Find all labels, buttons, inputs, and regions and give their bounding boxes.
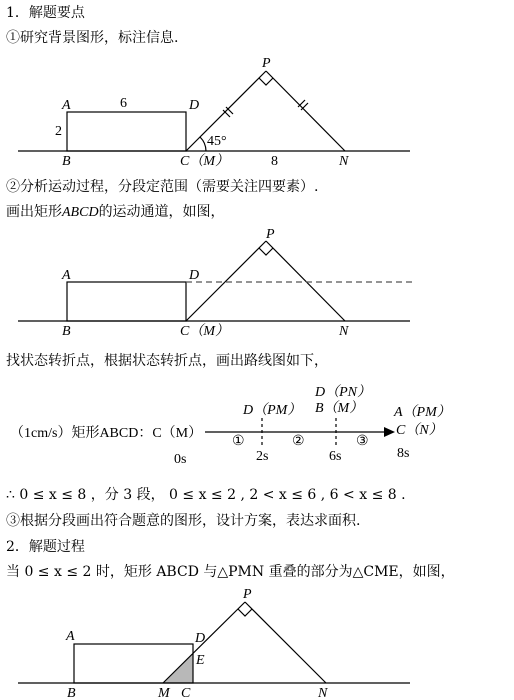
fig1-angle-label: 45°: [207, 134, 227, 149]
fig3-label-M: M: [158, 686, 170, 700]
ranges-text: ∴ 0 ≤ x ≤ 8 ，分 3 段， 0 ≤ x ≤ 2 , 2 < x ≤ 6 , 6 < x ≤ 8 .: [6, 487, 406, 503]
timeline-point-2-top: D（PN）: [315, 385, 371, 400]
fig1-label-C: C（M）: [180, 154, 229, 169]
step1-text: ①研究背景图形，标注信息.: [6, 30, 179, 46]
fig3-label-C: C: [181, 686, 191, 700]
timeline-seg-3: ③: [356, 434, 369, 449]
fig3-label-B: B: [67, 686, 76, 700]
fig1-length-AD: 6: [120, 96, 127, 111]
timeline-point-3-top: A（PM）: [394, 405, 451, 420]
fig1-label-D: D: [189, 98, 200, 113]
fig3-label-E: E: [196, 653, 205, 668]
fig2-label-C: C（M）: [180, 324, 229, 339]
step2-sub-b: ABCD: [62, 205, 99, 220]
fig3-label-A: A: [66, 629, 75, 644]
fig1-label-P: P: [262, 56, 271, 71]
section1-title: 1．解题要点: [6, 5, 85, 21]
fig1-label-N: N: [339, 154, 349, 169]
step2-sub-c: 的运动通道，如图，: [98, 204, 225, 220]
fig2-label-B: B: [62, 324, 71, 339]
timeline-point-2-bottom: B（M）: [315, 401, 364, 416]
fig1-length-CN: 8: [271, 154, 278, 169]
fig1-length-AB: 2: [55, 124, 62, 139]
step3-text: ③根据分段画出符合题意的图形，设计方案，表达求面积.: [6, 513, 361, 529]
timeline-prefix: （1cm/s）矩形ABCD：C（M）: [10, 426, 203, 441]
timeline-seg-2: ②: [292, 434, 305, 449]
timeline-time-6: 6s: [329, 449, 342, 464]
section2-title: 2．解题过程: [6, 539, 85, 555]
fig3-right-angle-mark: [238, 609, 252, 616]
step2-text: ②分析运动过程，分段定范围（需要关注四要素）.: [6, 179, 319, 195]
fig3-side-PN: [245, 602, 326, 683]
fig2-label-A: A: [62, 268, 71, 283]
fig2-label-D: D: [189, 268, 200, 283]
fig1-label-A: A: [62, 98, 71, 113]
timeline-point-3-bottom: C（N）: [396, 423, 443, 438]
fig2-label-N: N: [339, 324, 349, 339]
step2-find-text: 找状态转折点，根据状态转折点，画出路线图如下，: [6, 353, 328, 369]
fig3-label-D: D: [195, 631, 206, 646]
step2-sub-a: 画出矩形: [6, 204, 62, 220]
timeline-seg-1: ①: [232, 434, 245, 449]
fig1-label-B: B: [62, 154, 71, 169]
timeline-time-2: 2s: [256, 449, 269, 464]
fig3-label-P: P: [243, 587, 252, 602]
timeline-time-8: 8s: [397, 446, 410, 461]
case1-text: 当 0 ≤ x ≤ 2 时，矩形 ABCD 与△PMN 重叠的部分为△CME，如图，: [6, 564, 455, 580]
fig3-label-N: N: [318, 686, 328, 700]
timeline-point-1: D（PM）: [243, 403, 302, 418]
timeline-time-0: 0s: [174, 452, 187, 467]
fig2-label-P: P: [266, 227, 275, 242]
